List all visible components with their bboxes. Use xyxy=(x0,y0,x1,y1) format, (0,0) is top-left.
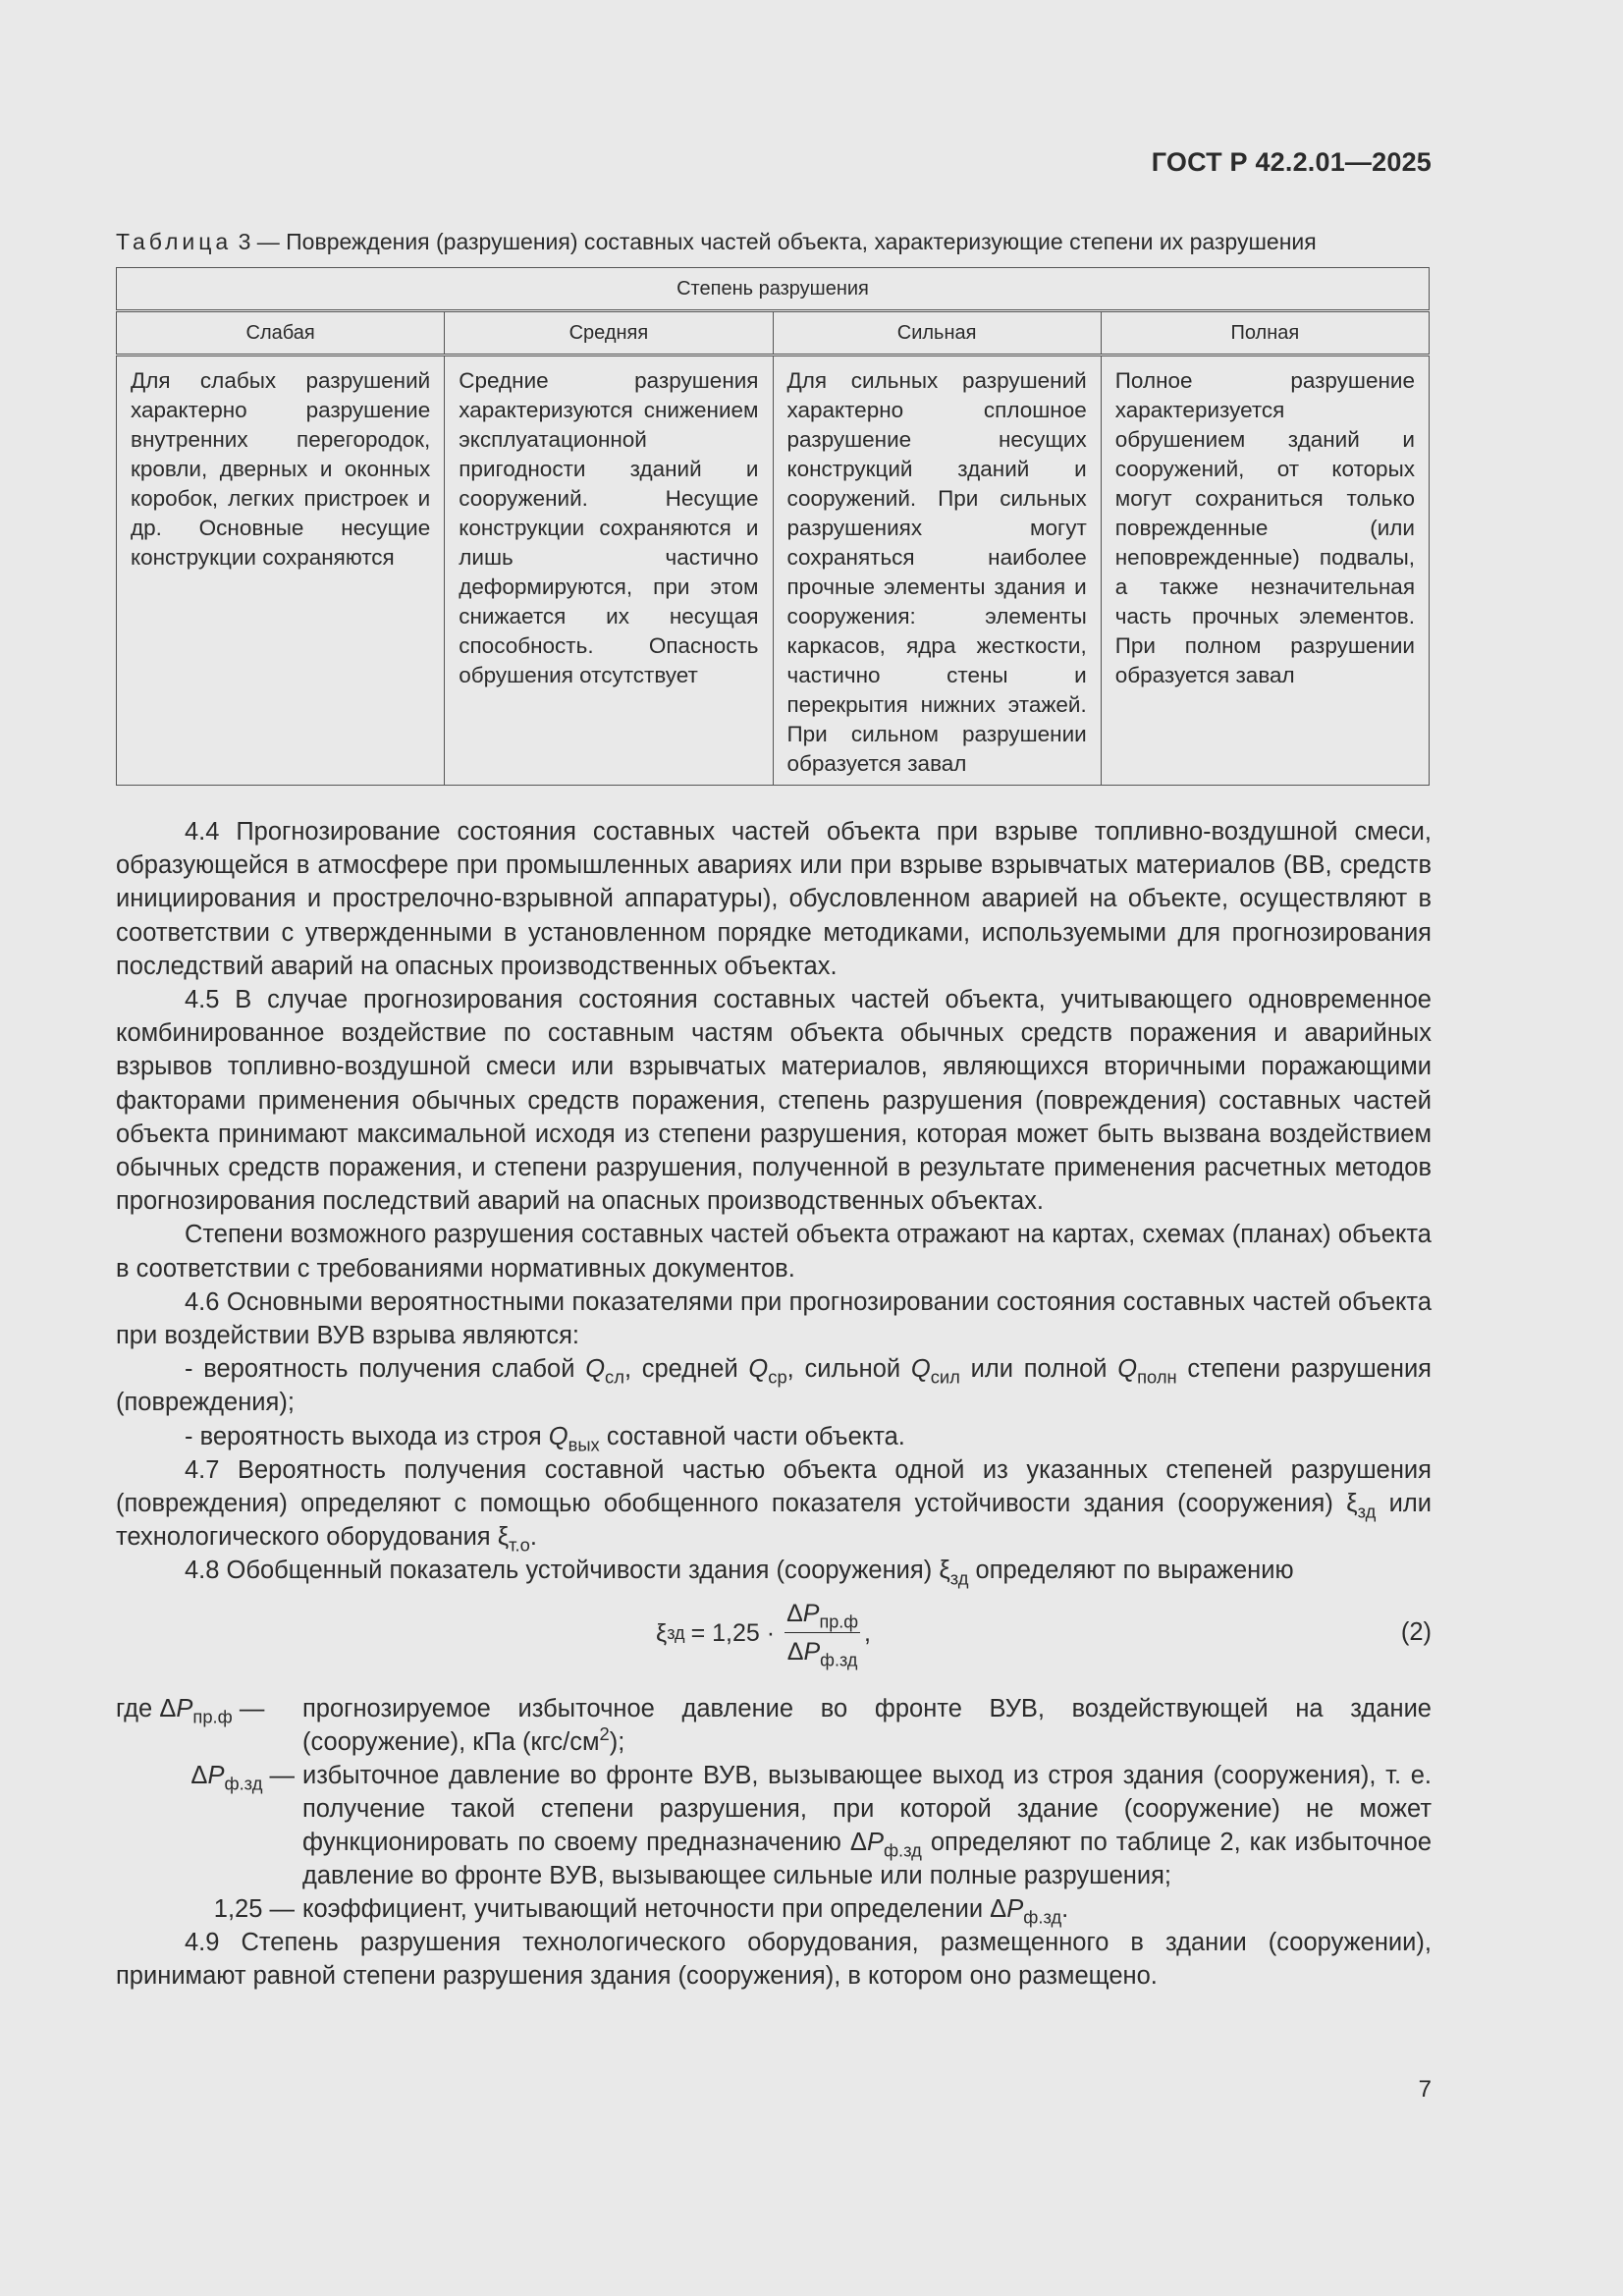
page-content xyxy=(116,224,1432,1993)
definition-coefficient: 1,25 — коэффициент, учитывающий неточности при определении $\Delta P_{ф.зд}$. xyxy=(213,1894,1069,1928)
table-caption xyxy=(116,224,1432,259)
cell-strong: Для сильных разрушений характерно сплошное разрушение несущих конструкций зданий и сооружений. При сильных разрушениях могут сохраняться наиболее прочные элементы здания и сооружения: элементы каркасов, ядра жесткости, частично стены и перекрытия нижних этажей. При сильном разрушении образуется завал xyxy=(773,355,1101,786)
column-header-medium: Средняя xyxy=(445,311,773,355)
list-item-failure-probability: - вероятность выхода из строя $Q_{вых}$ составной части объекта. xyxy=(185,1422,905,1455)
cell-weak: Для слабых разрушений характерно разрушение внутренних перегородок, кровли, дверных и оконных коробок, легких пристроек и др. Основные несущие конструкции сохраняются xyxy=(117,355,445,786)
table-caption-label: Таблица xyxy=(116,229,233,254)
formula-expression: ξ зд = 1,25 · $\frac{\Delta P_{пр.ф}}{\Delta P_{ф.зд}}$ , xyxy=(656,1594,871,1672)
list-item-destruction-probability: - вероятность получения слабой $Q_{сл}$, средней $Q_{ср}$, сильной $Q_{сил}$ или полной $Q_{полн}$ степени разрушения (повреждения); xyxy=(116,1355,1432,1417)
paragraph-4-5: 4.5 В случае прогнозирования состояния составных частей объекта, учитывающего одновременное комбинированное воздействие по составным частям объекта обычных средств поражения и аварийных взрывов топливно-воздушной смеси или взрывчатых материалов, являющихся вторичными поражающими факторами применения обычных средств поражения, степень разрушения (повреждения) составных частей объекта принимают максимальной исходя из степени разрушения, которая может быть вызвана воздействием обычных средств поражения, и степени разрушения, полученной в результате применения расчетных методов прогнозирования последствий аварий на опасных производственных объектах. xyxy=(116,986,1432,1216)
formula-2 xyxy=(116,1594,1432,1678)
table-group-header: Степень разрушения xyxy=(117,268,1430,311)
column-header-weak: Слабая xyxy=(117,311,445,355)
formula-fraction: $\frac{\Delta P_{пр.ф}}{\Delta P_{ф.зд}}$ xyxy=(784,1597,860,1668)
formula-number: (2) xyxy=(1400,1617,1432,1646)
paragraph-4-4: 4.4 Прогнозирование состояния составных частей объекта при взрыве топливно-воздушной смеси, образующейся в атмосфере при промышленных авариях или при взрыве взрывчатых материалов (ВВ, средств инициирования и прострелочно-взрывной аппаратуры), обусловленном аварией на объекте, осуществляют в соответствии с утвержденными в установленном порядке методиками, используемыми для прогнозирования последствий аварий на опасных производственных объектах. xyxy=(116,818,1432,980)
formula-definitions xyxy=(116,1692,1432,1926)
cell-medium: Средние разрушения характеризуются снижением эксплуатационной пригодности зданий и сооружений. Несущие конструкции сохраняются и лишь частично деформируются, при этом снижается их несущая способность. Опасность обрушения отсутствует xyxy=(445,355,773,786)
paragraph-4-9: 4.9 Степень разрушения технологического оборудования, размещенного в здании (сооружении), принимают равной степени разрушения здания (сооружения), в котором оно размещено. xyxy=(116,1928,1432,1990)
destruction-degree-table xyxy=(116,267,1430,786)
paragraph-4-5-cont: Степени возможного разрушения составных частей объекта отражают на картах, схемах (планах) объекта в соответствии с требованиями нормативных документов. xyxy=(116,1221,1432,1283)
standard-header: ГОСТ Р 42.2.01—2025 xyxy=(1151,147,1432,177)
table-caption-text: 3 — Повреждения (разрушения) составных частей объекта, характеризующие степени их разрушения xyxy=(238,229,1317,254)
column-header-strong: Сильная xyxy=(773,311,1101,355)
cell-full: Полное разрушение характеризуется обрушением зданий и сооружений, от которых могут сохраниться только поврежденные (или неповрежденные) подвалы, а также незначительная часть прочных элементов. При полном разрушении образуется завал xyxy=(1101,355,1429,786)
paragraph-4-8: 4.8 Обобщенный показатель устойчивости здания (сооружения) $\xi_{зд}$ определяют по выражению xyxy=(185,1557,1294,1589)
paragraph-4-7: 4.7 Вероятность получения составной частью объекта одной из указанных степеней разрушения (повреждения) определяют с помощью обобщенного показателя устойчивости здания (сооружения) $\xi_{зд}$ или технологического оборудования $\xi_{т.о}$. xyxy=(116,1455,1432,1556)
definition-dp-pr-f: где $\Delta P_{пр.ф}$ — прогнозируемое избыточное давление во фронте ВУВ, воздействующей на здание (сооружение), кПа $(кгс/см^2)$; xyxy=(116,1694,1432,1756)
column-header-full: Полная xyxy=(1101,311,1429,355)
definition-dp-f-zd: $\Delta P_{ф.зд}$ — избыточное давление во фронте ВУВ, вызывающее выход из строя здания (сооружения), т. е. получение такой степени разрушения, при которой здание (сооружение) не может функционировать по своему предназначению $\Delta P_{ф.зд}$ определяют по таблице 2, как избыточное давление во фронте ВУВ, вызывающее сильные или полные разрушения; xyxy=(190,1761,1432,1889)
page-number: 7 xyxy=(1418,2076,1432,2103)
paragraph-4-6: 4.6 Основными вероятностными показателями при прогнозировании состояния составных частей объекта при воздействии ВУВ взрыва являются: xyxy=(116,1287,1432,1350)
body-text xyxy=(116,815,1432,1993)
